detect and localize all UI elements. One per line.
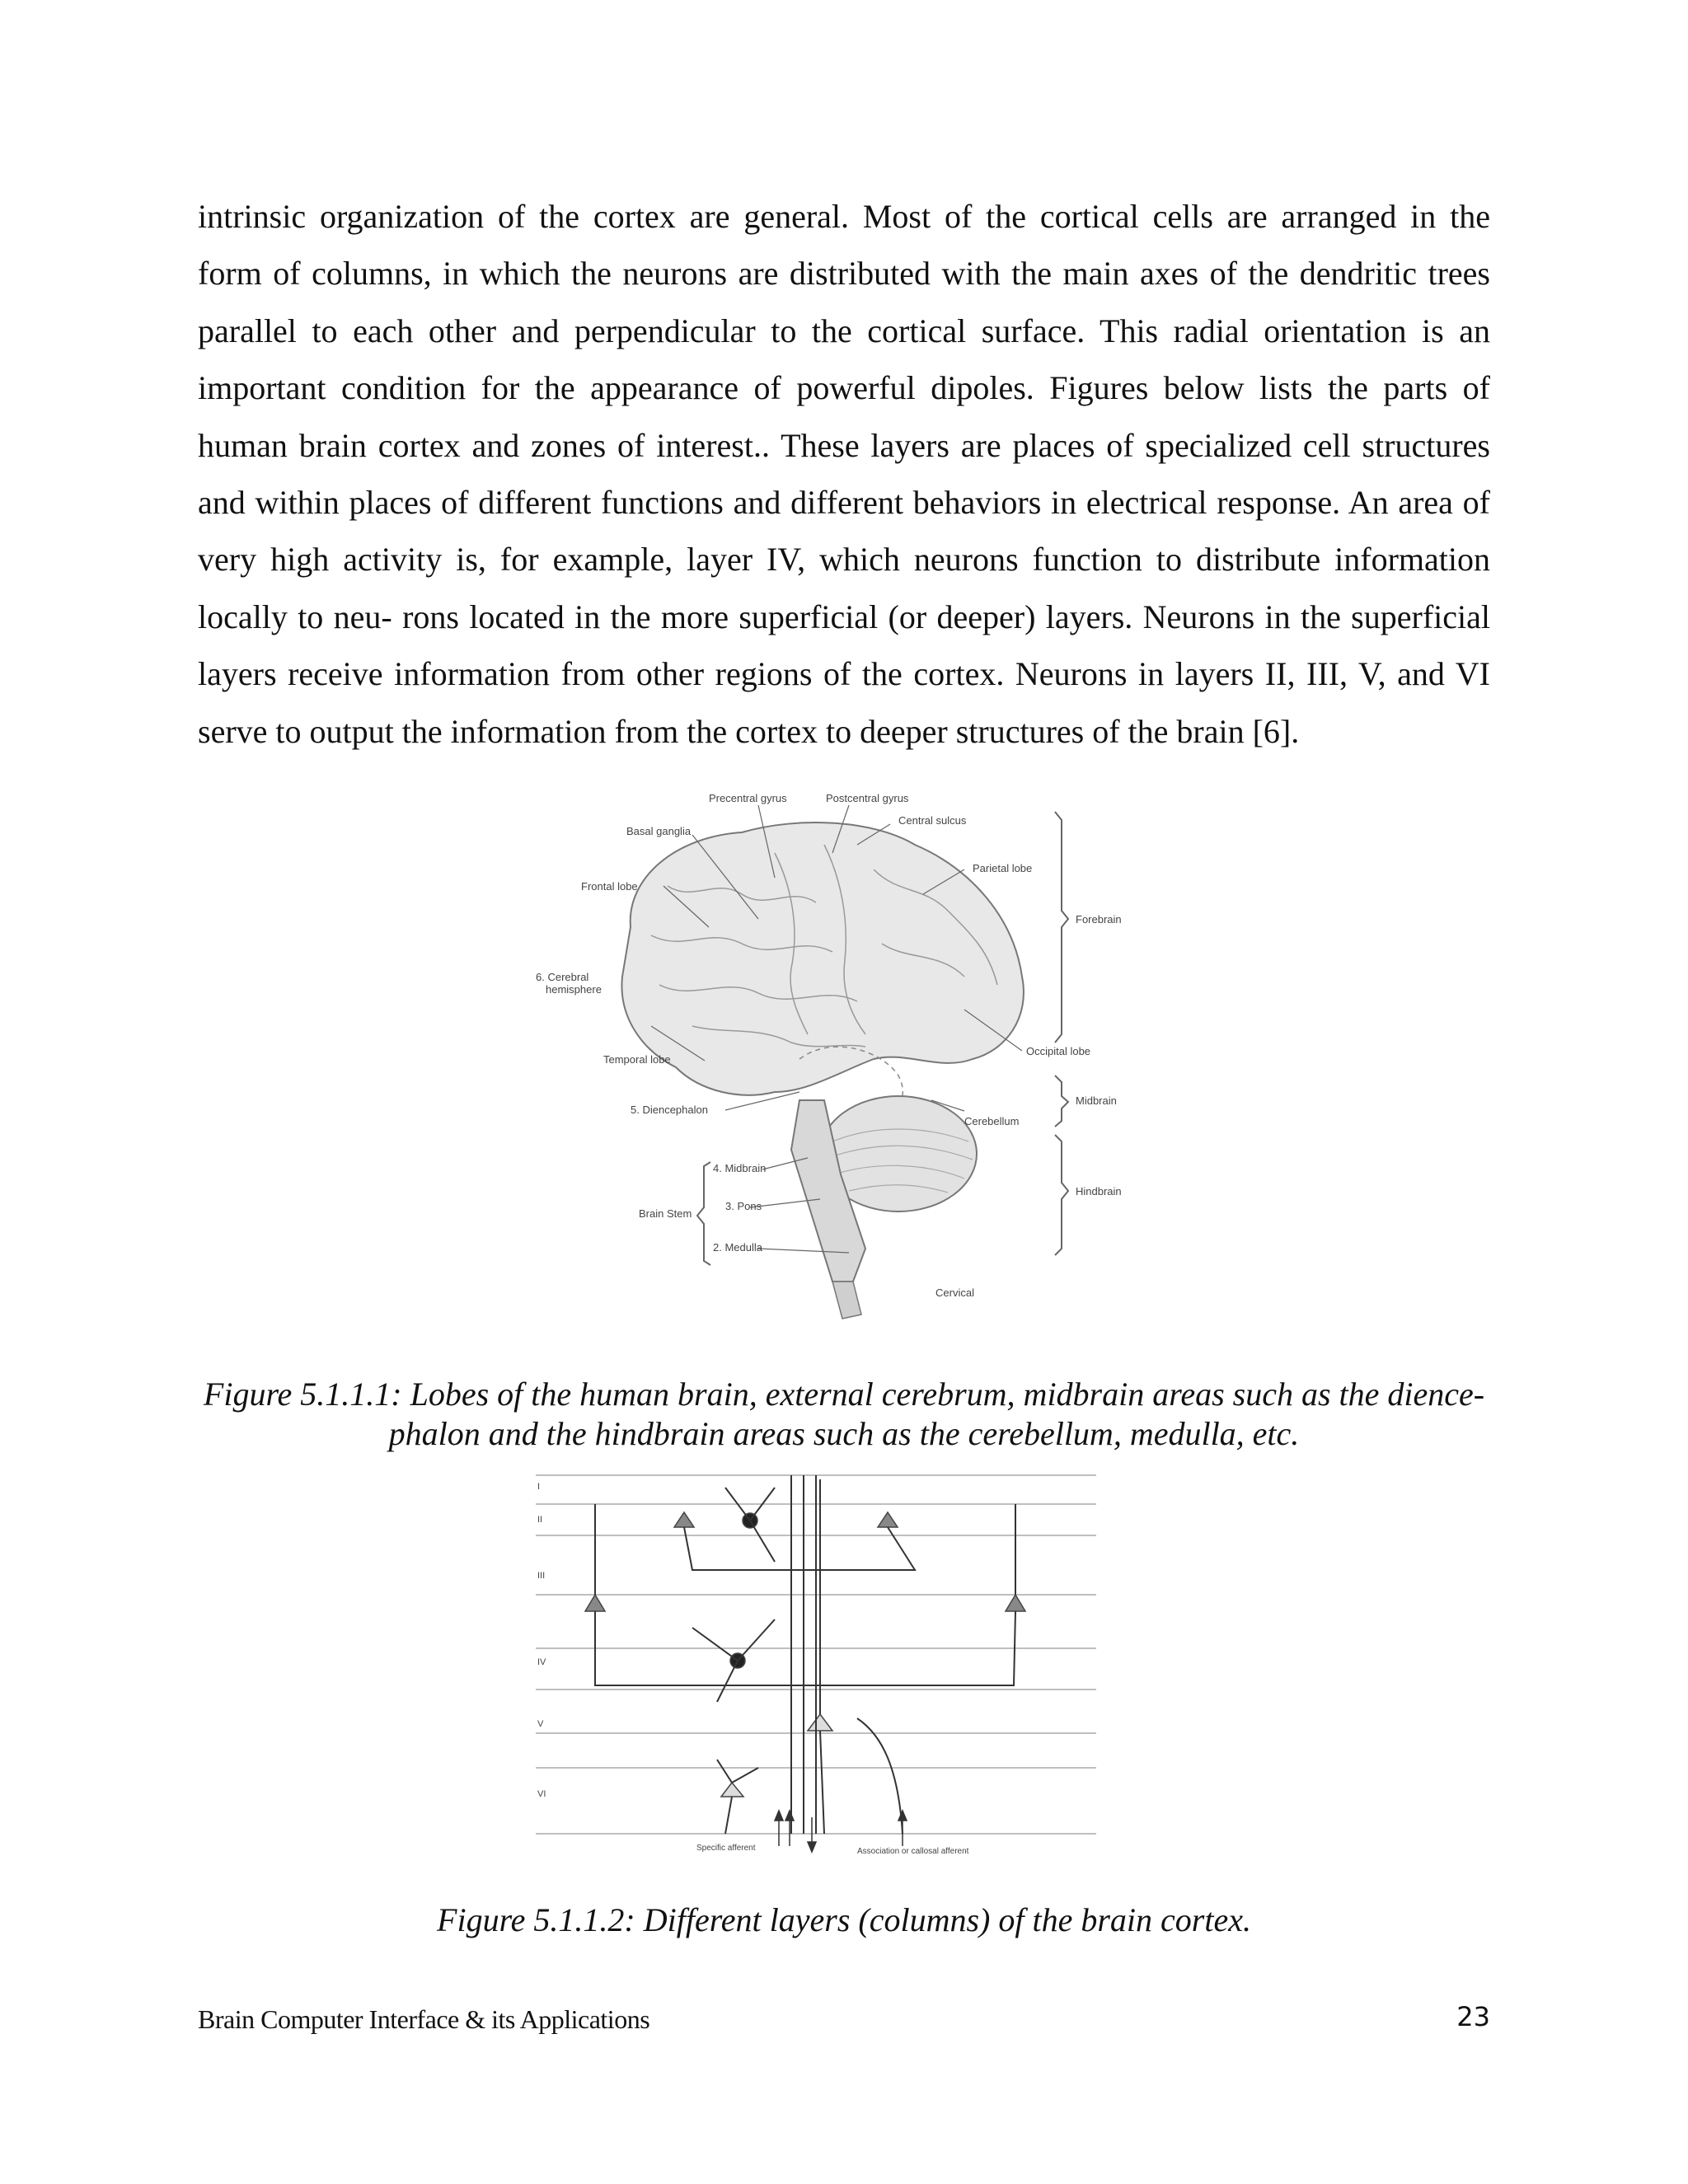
neuron — [585, 1595, 605, 1611]
figure1-caption-line1: Figure 5.1.1.1: Lobes of the human brain, external cerebrum, midbrain areas such as the dience- — [203, 1376, 1485, 1413]
neuron — [721, 1783, 743, 1797]
neuron — [808, 1714, 832, 1731]
label-hindbrain: Hindbrain — [1076, 1185, 1122, 1197]
label-precentral-gyrus: Precentral gyrus — [709, 792, 787, 804]
label-frontal-lobe: Frontal lobe — [581, 880, 638, 893]
body-line: locally to neu- rons located in the more superficial (or deeper) layers. Neurons in the superficial — [198, 598, 1490, 635]
layer-label-6: VI — [537, 1789, 546, 1799]
neuron — [878, 1512, 898, 1527]
neurons — [585, 1512, 1025, 1797]
label-brain-stem: Brain Stem — [639, 1207, 692, 1220]
label-diencephalon: 5. Diencephalon — [631, 1104, 708, 1116]
label-association-afferent: Association or callosal afferent — [857, 1847, 969, 1856]
label-central-sulcus: Central sulcus — [898, 814, 967, 827]
body-line: important condition for the appearance of powerful dipoles. Figures below lists the parts of — [198, 369, 1490, 407]
body-line: parallel to each other and perpendicular to the cortical surface. This radial orientation is an — [198, 312, 1490, 349]
label-specific-afferent: Specific afferent — [696, 1844, 756, 1853]
footer-title: Brain Computer Interface & its Applications — [198, 2004, 650, 2034]
layer-label-4: IV — [537, 1657, 546, 1667]
body-line: serve to output the information from the cortex to deeper structures of the brain [6]. — [198, 712, 1300, 750]
layer-label-5: V — [537, 1719, 544, 1729]
body-line: intrinsic organization of the cortex are general. Most of the cortical cells are arranged in the — [198, 198, 1490, 235]
label-midbrain-right: Midbrain — [1076, 1094, 1117, 1107]
spinal-cord — [832, 1282, 861, 1319]
figure2-caption: Figure 5.1.1.2: Different layers (columns) of the brain cortex. — [437, 1901, 1251, 1938]
label-cerebellum: Cerebellum — [964, 1115, 1020, 1127]
layer-label-1: I — [537, 1482, 541, 1492]
cerebrum-shape — [621, 823, 1023, 1095]
label-occipital-lobe: Occipital lobe — [1026, 1045, 1091, 1057]
body-line: layers receive information from other regions of the cortex. Neurons in layers II, III, V, and VI — [198, 655, 1490, 693]
brain-lobes-figure — [528, 787, 1154, 1331]
neuron — [1006, 1595, 1025, 1611]
label-pons: 3. Pons — [725, 1200, 762, 1212]
label-cerebral: 6. Cerebral — [536, 971, 589, 983]
body-paragraph — [198, 188, 1490, 760]
label-midbrain: 4. Midbrain — [713, 1162, 767, 1174]
label-temporal-lobe: Temporal lobe — [603, 1053, 671, 1066]
layer-labels — [537, 1482, 546, 1799]
cortex-layers-figure — [528, 1471, 1104, 1858]
label-medulla: 2. Medulla — [713, 1241, 762, 1254]
layer-label-3: III — [537, 1571, 546, 1581]
layer-label-2: II — [537, 1515, 543, 1525]
figure1-caption — [181, 1375, 1507, 1454]
label-basal-ganglia: Basal ganglia — [626, 825, 692, 837]
afferent-labels — [696, 1844, 969, 1856]
neuron-processes — [595, 1475, 1015, 1834]
afferent-arrows — [775, 1811, 907, 1852]
label-forebrain: Forebrain — [1076, 913, 1122, 926]
page-number: 23 — [1456, 2001, 1490, 2032]
body-line: very high activity is, for example, layer IV, which neurons function to distribute information — [198, 541, 1490, 579]
label-parietal-lobe: Parietal lobe — [973, 862, 1033, 874]
label-postcentral-gyrus: Postcentral gyrus — [826, 792, 909, 804]
body-line: form of columns, in which the neurons are distributed with the main axes of the dendritic trees — [198, 255, 1490, 293]
label-cervical: Cervical — [935, 1286, 974, 1299]
neuron — [674, 1512, 694, 1527]
figure1-caption-line2: phalon and the hindbrain areas such as the cerebellum, medulla, etc. — [388, 1415, 1300, 1452]
body-line: and within places of different functions and different behaviors in electrical response. An area of — [198, 484, 1490, 522]
label-hemisphere: hemisphere — [546, 983, 602, 996]
body-line: human brain cortex and zones of interest.. These layers are places of specialized cell structures — [198, 426, 1490, 464]
